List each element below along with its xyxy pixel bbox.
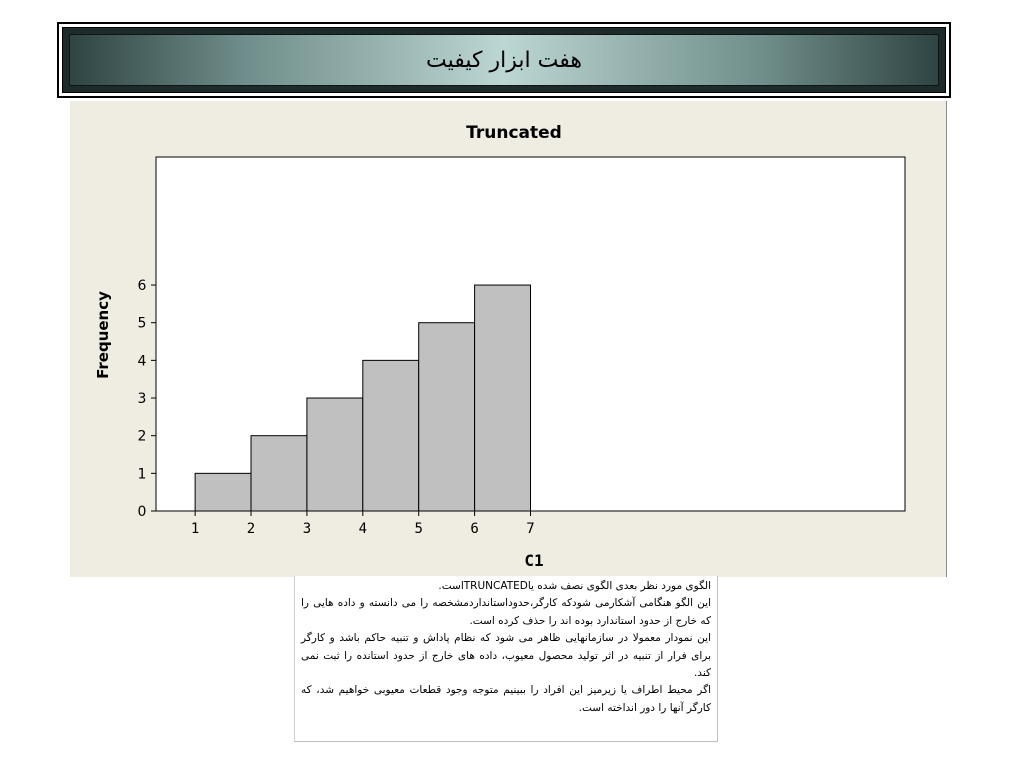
y-tick-label: 5	[137, 315, 147, 332]
y-tick-label: 2	[137, 428, 147, 445]
x-tick-label: 4	[358, 521, 368, 537]
caption-text-box	[294, 576, 718, 742]
caption-paragraph: اگر محیط اطراف یا زیرمیز این افراد را ببینیم متوجه وجود قطعات معیوبی خواهیم شد، که کارگر آنها را دور انداخته است.	[301, 684, 711, 714]
caption-paragraph: این الگو هنگامی آشکارمی شودکه کارگر،حدوداستانداردمشخصه را می دانسته و داده هایی را که خارج از حدود استاندارد بوده اند را حذف کرده است.	[301, 597, 711, 627]
x-tick-label: 3	[302, 521, 312, 537]
y-tick-label: 4	[137, 353, 147, 370]
slide-title-banner	[57, 22, 951, 98]
y-axis-label: Frequency	[94, 291, 112, 379]
y-tick-label: 3	[137, 391, 147, 408]
banner-frame	[62, 27, 946, 93]
x-tick-label: 2	[246, 521, 256, 537]
chart-title: Truncated	[466, 123, 562, 143]
x-tick-label: 5	[414, 521, 423, 537]
x-tick-label: 6	[470, 521, 479, 537]
x-tick-label: 1	[190, 521, 200, 537]
x-axis-label: C1	[524, 551, 544, 570]
y-axis-ticks	[138, 278, 156, 520]
caption-paragraph: الگوی مورد نظر بعدی الگوی نصف شده یاTRUNCATEDاست.	[438, 580, 711, 592]
chart-panel	[70, 101, 947, 577]
x-axis-ticks	[191, 511, 535, 537]
x-tick-label: 7	[526, 521, 535, 537]
histogram-bar	[475, 285, 531, 511]
histogram-chart	[70, 101, 946, 577]
histogram-bar	[195, 473, 251, 511]
histogram-bar	[363, 360, 419, 511]
y-tick-label: 6	[137, 278, 147, 295]
histogram-bar	[251, 436, 307, 511]
slide-title: هفت ابزار کیفیت	[426, 47, 582, 73]
histogram-bar	[419, 323, 475, 511]
y-tick-label: 0	[137, 504, 147, 520]
banner-inner	[69, 34, 939, 86]
histogram-bar	[307, 398, 363, 511]
y-tick-label: 1	[137, 466, 147, 483]
caption-paragraph: این نمودار معمولا در سازمانهایی ظاهر می شود که نظام پاداش و تنبیه حاکم باشد و کارگر برای فرار از تنبیه در اثر تولید محصول معیوب، داده های خارج از حدود استانده را ثبت نمی کند.	[301, 632, 711, 680]
